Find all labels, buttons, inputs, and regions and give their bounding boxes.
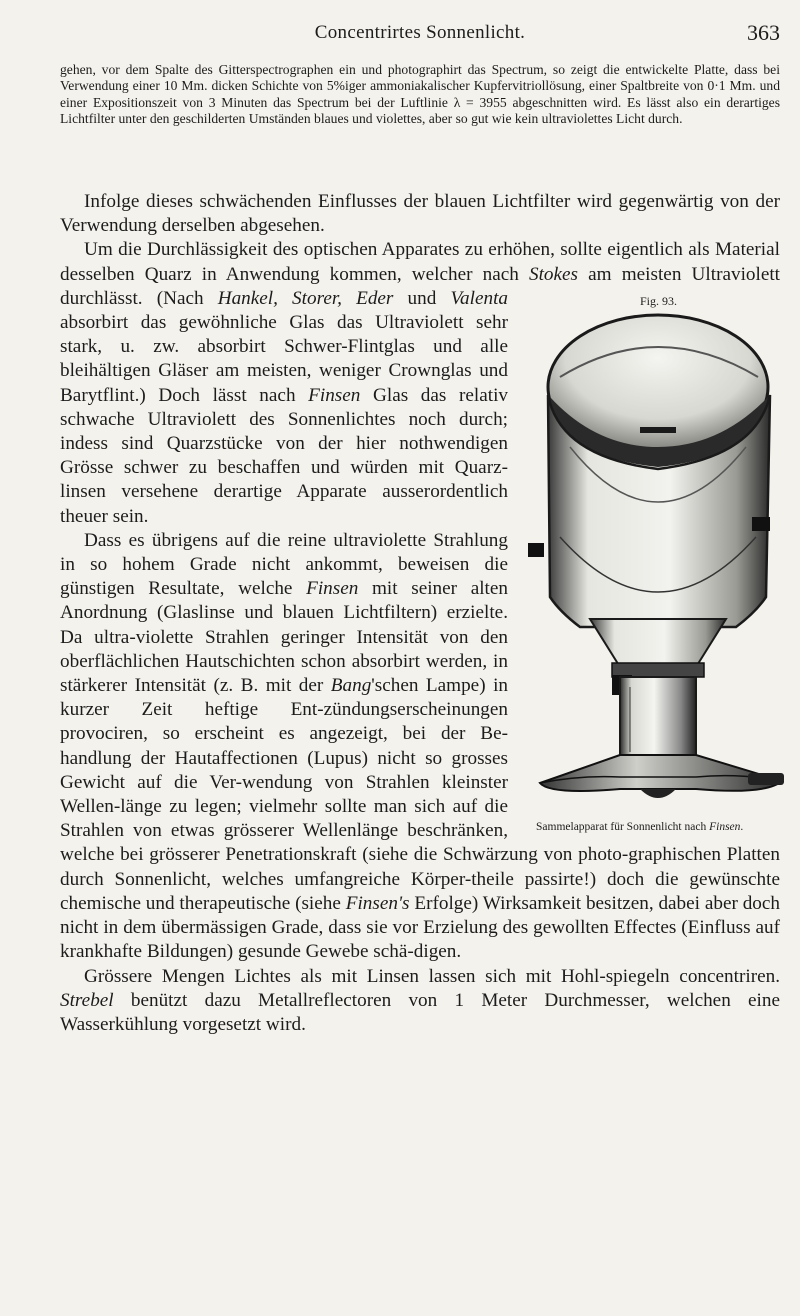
author-name: Finsen's	[345, 892, 410, 914]
author-name: Strebel	[60, 989, 114, 1011]
text-span: 'schen Lampe) in kurzer Zeit heftige Ent-zündungserscheinungen provociren, so erscheint es angezeigt, bei der Be-handlung der Hautaffectionen (Lupus) nicht so grosses Gewicht auf die Ver-wendung von Strahlen kleinster Wellen-länge zu legen; vielmehr sollte man sich auf die Strahlen von etwas grösserer Wellenlänge beschränken, welche bei grösserer Penetrationskraft (siehe die Schwärzung von photo-graphischen Platten durch Sonnenlicht, welches umfangreiche Körper-theile passirte!) doch die gewünschte chemische und therapeutische (siehe	[60, 675, 780, 914]
main-text	[60, 190, 780, 1037]
text-span: Glas das relativ schwache Ultraviolett des Sonnenlichtes noch durch; indess sind Quarzstücke von der hier nothwendigen Grösse schwer zu beschaffen und würden mit Quarz-linsen versehene derartige Apparate ausserordentlich theuer sein.	[60, 384, 508, 527]
paragraph-1: Infolge dieses schwächenden Einflusses der blauen Lichtfilter wird gegenwärtig von der Verwendung derselben abgesehen.	[60, 191, 780, 237]
author-name: Stokes	[528, 263, 579, 285]
text-span: Grössere Mengen Lichtes als mit Linsen lassen sich mit Hohl-spiegeln concentriren.	[84, 965, 780, 987]
author-name: Finsen	[306, 578, 359, 600]
author-names: Hankel, Storer, Eder	[217, 287, 394, 309]
text-span: benützt dazu Metallreflectoren von 1 Meter Durchmesser, welchen eine Wasserkühlung vorgesetzt wird.	[60, 989, 780, 1035]
finsen-apparatus-illustration	[520, 307, 790, 817]
small-print-text: gehen, vor dem Spalte des Gitterspectrographen ein und photographirt das Spectrum, so zeigt die entwickelte Platte, dass bei Verwendung einer 10 Mm. dicken Schichte von 5%iger ammoniakalischer Kupfervitriollösung, einer Spaltbreite von 0·1 Mm. und einer Expositionszeit von 3 Minuten das Spectrum bei der Luftlinie λ = 3955 abgeschnitten wird. Es lässt also ein derartiges Lichtfilter unter den geschilderten Umständen blaues und violettes, aber so gut wie kein ultraviolettes Licht durch.	[60, 62, 780, 127]
text-span: am meisten Ultraviolett durchlässt. (Nach	[60, 263, 781, 309]
text-span: mit seiner alten Anordnung (Glaslinse und blauen Lichtfiltern) erzielte. Da ultra-violette Strahlen geringer Intensität von den oberflächlichen Hautschichten schon absorbirt werden, in stärkerer Intensität (z. B. mit der	[60, 578, 508, 697]
caption-author: Finsen	[709, 820, 741, 833]
small-print-paragraph	[60, 62, 780, 128]
running-head	[60, 22, 780, 48]
caption-text: .	[740, 820, 744, 833]
text-span: Um die Durchlässigkeit des optischen Apparates zu erhöhen, sollte eigentlich als Material desselben Quarz in Anwendung kommen, welcher nach	[60, 239, 780, 285]
text-span: und	[393, 287, 451, 309]
page-number: 363	[747, 20, 780, 45]
figure-caption	[512, 815, 800, 839]
author-name: Finsen	[308, 384, 361, 406]
figure-93	[520, 289, 790, 839]
author-name: Bang	[330, 675, 372, 697]
text-span: Dass es übrigens auf die reine ultraviolette Strahlung in so hohem Grade nicht ankommt, beweisen die günstigen Resultate, welche	[60, 529, 508, 600]
text-span: absorbirt das gewöhnliche Glas das Ultraviolett sehr stark, u. zw. absorbirt Schwer-Flintglas und alle bleihältigen Gläser am meisten, weniger Crownglas und Barytflint.) Doch lässt nach	[60, 312, 508, 406]
paragraph-4	[60, 965, 780, 1038]
caption-text: Sammelapparat für Sonnenlicht nach	[536, 820, 710, 833]
running-title: Concentrirtes Sonnenlicht.	[314, 22, 526, 43]
text-span: Erfolge) Wirksamkeit besitzen, dabei aber doch nicht in dem übermässigen Grade, dass sie vor Erzielung des gewollten Effectes (Einfluss auf krankhafte Bildungen) gesunde Gewebe schä-digen.	[60, 892, 780, 963]
figure-label: Fig. 93.	[640, 293, 678, 308]
author-name: Valenta	[450, 287, 508, 309]
